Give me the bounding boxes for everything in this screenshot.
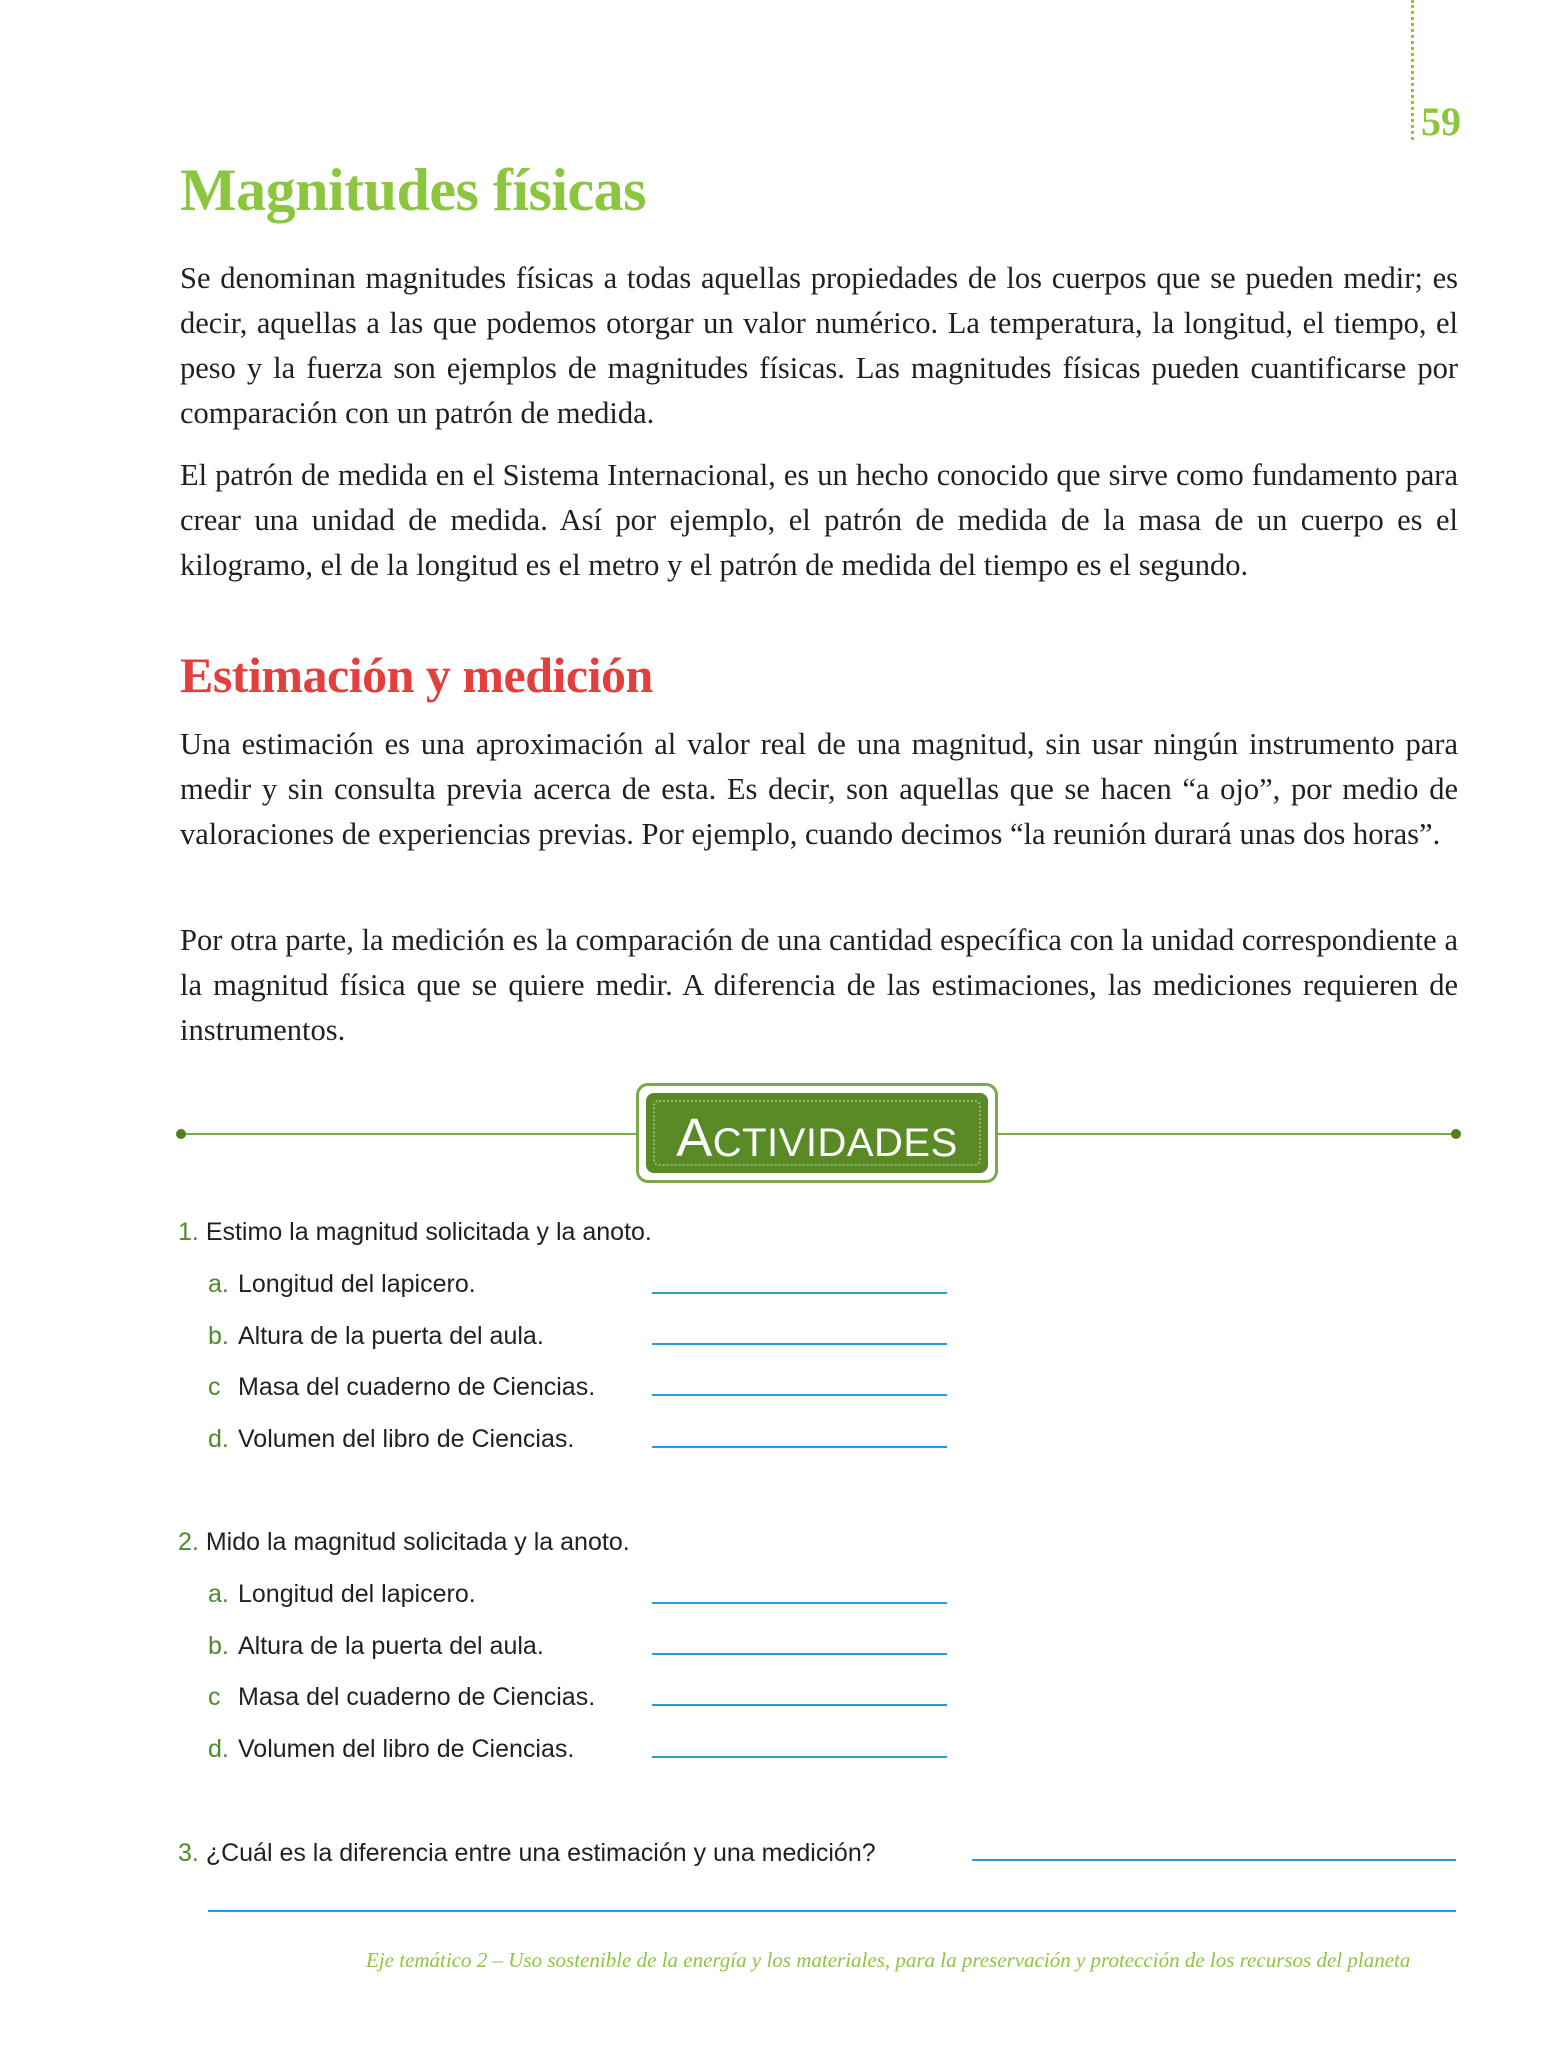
question-number: 1. (178, 1218, 199, 1246)
question-2-item-d: d. Volumen del libro de Ciencias. (208, 1735, 575, 1763)
question-text: Mido la magnitud solicitada y la anoto. (205, 1528, 630, 1556)
answer-line-1b[interactable] (652, 1343, 947, 1345)
activities-divider-left (181, 1133, 641, 1135)
answer-line-1c[interactable] (652, 1394, 947, 1396)
question-number: 2. (178, 1528, 199, 1556)
activities-banner-fill (646, 1093, 988, 1173)
page-number: 59 (1421, 99, 1461, 144)
answer-line-3-first[interactable] (972, 1859, 1456, 1861)
question-3 (178, 1841, 876, 1866)
paragraph-estimacion: Una estimación es una aproximación al valor real de una magnitud, sin usar ningún instrumento para medir y sin consulta previa acerca de esta. Es decir, son aquellas que se hacen “a ojo”, por medio de valoraciones de experiencias previas. Por ejemplo, cuando decimos “la reunión durará unas dos horas”. (180, 727, 1458, 851)
answer-line-2b[interactable] (652, 1653, 947, 1655)
question-2-item-a: a. Longitud del lapicero. (208, 1580, 476, 1608)
answer-line-2c[interactable] (652, 1704, 947, 1706)
question-text: Estimo la magnitud solicitada y la anoto. (205, 1218, 652, 1246)
answer-line-1a[interactable] (652, 1292, 947, 1294)
question-2-item-b: b. Altura de la puerta del aula. (208, 1632, 544, 1660)
question-1-item-b: b. Altura de la puerta del aula. (208, 1322, 544, 1350)
divider-dot-right (1451, 1129, 1461, 1139)
question-1 (178, 1220, 652, 1245)
activities-divider-right (994, 1133, 1456, 1135)
question-2-item-c: c Masa del cuaderno de Ciencias. (208, 1683, 596, 1711)
question-number: 3. (178, 1839, 199, 1867)
answer-line-3-second[interactable] (208, 1910, 1456, 1912)
question-1-item-d: d. Volumen del libro de Ciencias. (208, 1425, 575, 1453)
question-text: ¿Cuál es la diferencia entre una estimación y una medición? (205, 1839, 876, 1867)
question-2 (178, 1530, 630, 1555)
section-title-magnitudes: Magnitudes físicas (180, 157, 647, 223)
paragraph-patron-medida: El patrón de medida en el Sistema Internacional, es un hecho conocido que sirve como fundamento para crear una unidad de medida. Así por ejemplo, el patrón de medida de la masa de un cuerpo es el kilogramo, el de la longitud es el metro y el patrón de medida del tiempo es el segundo. (180, 458, 1458, 582)
answer-line-1d[interactable] (652, 1446, 947, 1448)
activities-banner (636, 1083, 998, 1183)
question-1-item-a: a. Longitud del lapicero. (208, 1270, 476, 1298)
divider-dot-left (176, 1129, 186, 1139)
answer-line-2d[interactable] (652, 1756, 947, 1758)
margin-dotted-rule (1411, 0, 1414, 140)
answer-line-2a[interactable] (652, 1602, 947, 1604)
activities-title: ACTIVIDADES (676, 1108, 958, 1168)
paragraph-magnitudes-definition: Se denominan magnitudes físicas a todas aquellas propiedades de los cuerpos que se pueden medir; es decir, aquellas a las que podemos otorgar un valor numérico. La temperatura, la longitud, el tiempo, el peso y la fuerza son ejemplos de magnitudes físicas. Las magnitudes físicas pueden cuantificarse por comparación con un patrón de medida. (180, 261, 1458, 430)
question-1-item-c: c Masa del cuaderno de Ciencias. (208, 1373, 596, 1401)
footer-thematic-axis: Eje temático 2 – Uso sostenible de la energía y los materiales, para la preservación y protección de los recursos del planeta (366, 1948, 1411, 1972)
paragraph-medicion: Por otra parte, la medición es la comparación de una cantidad específica con la unidad correspondiente a la magnitud física que se quiere medir. A diferencia de las estimaciones, las mediciones requieren de instrumentos. (180, 923, 1458, 1047)
section-title-estimacion: Estimación y medición (180, 647, 653, 703)
